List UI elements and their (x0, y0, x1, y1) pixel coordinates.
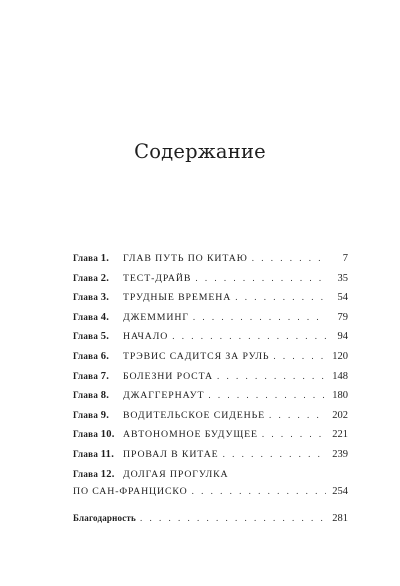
toc-entry-chapter-7[interactable] (73, 371, 348, 391)
chapter-label: Глава 11. (73, 448, 115, 460)
chapter-title-continued: ПО САН-ФРАНЦИСКО (73, 485, 188, 497)
chapter-title: АВТОНОМНОЕ БУДУЩЕЕ (123, 429, 258, 441)
chapter-label: Глава 1. (73, 253, 110, 264)
chapter-title: НАЧАЛО (123, 331, 169, 343)
chapter-title: ДЖЕММИНГ (123, 311, 189, 323)
dot-leader (208, 390, 326, 400)
dot-leader (193, 312, 326, 322)
dot-leader (269, 410, 326, 420)
toc-entry-chapter-6[interactable] (73, 351, 348, 371)
page-number: 7 (342, 253, 348, 264)
chapter-title: БОЛЕЗНИ РОСТА (123, 370, 213, 382)
chapter-label: Глава 9. (73, 409, 110, 421)
chapter-title: ТЕСТ-ДРАЙВ (123, 272, 192, 284)
toc-entry-chapter-2[interactable] (73, 273, 348, 293)
toc-entry-chapter-8[interactable] (73, 390, 348, 410)
toc-entry-chapter-5[interactable] (73, 331, 348, 351)
chapter-title: ТРУДНЫЕ ВРЕМЕНА (123, 292, 232, 304)
page-number: 94 (337, 331, 348, 343)
chapter-title: ПРОВАЛ В КИТАЕ (123, 448, 219, 460)
chapter-title: ВОДИТЕЛЬСКОЕ СИДЕНЬЕ (123, 409, 266, 421)
chapter-label: Глава 5. (73, 331, 110, 343)
chapter-label: Глава 8. (73, 390, 110, 402)
chapter-label: Глава 12. (73, 468, 115, 480)
toc-entry-chapter-11[interactable] (73, 449, 348, 469)
chapter-label: Глава 6. (73, 350, 110, 362)
dot-leader (252, 253, 326, 263)
toc-entry-acknowledgements[interactable] (73, 513, 348, 533)
page-number: 180 (332, 390, 348, 402)
page-number: 281 (332, 513, 348, 525)
page-title: Содержание (134, 140, 266, 163)
page-number: 79 (337, 311, 348, 323)
page-number: 120 (332, 350, 348, 362)
chapter-label: Глава 3. (73, 292, 110, 304)
chapter-label: Глава 4. (73, 311, 110, 323)
toc-entry-chapter-4[interactable] (73, 312, 348, 332)
toc-entry-chapter-10[interactable] (73, 429, 348, 449)
page-number: 54 (337, 292, 348, 304)
chapter-title: ГЛАВ ПУТЬ ПО КИТАЮ (123, 253, 248, 264)
page-number: 148 (332, 370, 348, 382)
toc-entry-chapter-3[interactable] (73, 292, 348, 312)
dot-leader (192, 486, 326, 496)
page-number: 239 (332, 448, 348, 460)
page-number: 221 (332, 429, 348, 441)
chapter-title: ТРЭВИС САДИТСЯ ЗА РУЛЬ (123, 350, 270, 362)
chapter-title: ДОЛГАЯ ПРОГУЛКА (123, 468, 229, 480)
page-number: 35 (337, 272, 348, 284)
toc-entry-chapter-1[interactable] (73, 253, 348, 273)
dot-leader (195, 273, 326, 283)
dot-leader (262, 429, 326, 439)
toc-entry-chapter-12[interactable] (73, 469, 348, 506)
acknowledgements-title: Благодарность (73, 513, 137, 524)
dot-leader (235, 292, 326, 302)
toc-entry-chapter-9[interactable] (73, 410, 348, 430)
table-of-contents (73, 253, 348, 533)
chapter-label: Глава 10. (73, 429, 115, 441)
dot-leader (273, 351, 326, 361)
chapter-label: Глава 7. (73, 370, 110, 382)
page-number: 254 (332, 485, 348, 497)
dot-leader (217, 371, 326, 381)
dot-leader (140, 513, 326, 523)
dot-leader (223, 449, 326, 459)
chapter-list (73, 253, 348, 469)
chapter-label: Глава 2. (73, 272, 110, 284)
page-number: 202 (332, 409, 348, 421)
dot-leader (172, 331, 326, 341)
chapter-title: ДЖАГГЕРНАУТ (123, 390, 205, 402)
